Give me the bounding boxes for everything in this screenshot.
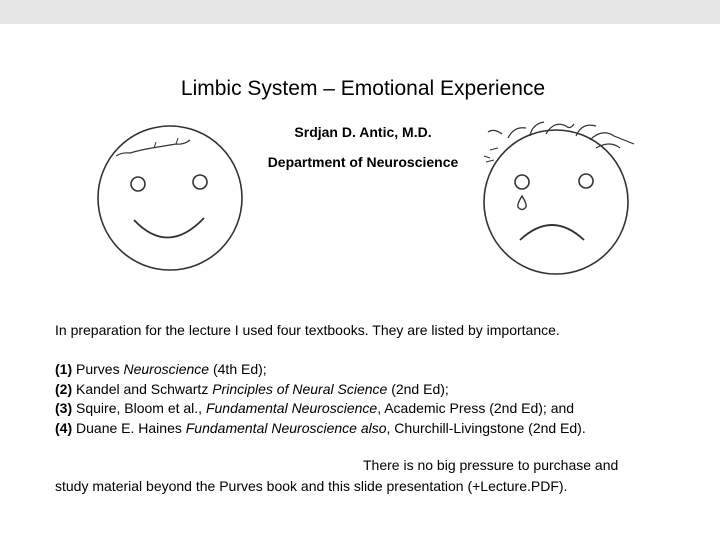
note-line-2: study material beyond the Purves book and this slide presentation (+Lecture.PDF).	[55, 478, 568, 494]
author-name: Srdjan D. Antic, M.D.	[294, 124, 432, 140]
reference-edition: , Churchill-Livingstone (2nd Ed).	[386, 419, 586, 436]
reference-number: (4)	[55, 419, 73, 436]
intro-text: In preparation for the lecture I used four textbooks. They are listed by importance.	[55, 322, 560, 338]
reference-author: Duane E. Haines	[72, 419, 186, 436]
reference-edition: (4th Ed);	[209, 361, 267, 377]
reference-item	[55, 380, 586, 400]
reference-title: Fundamental Neuroscience	[205, 400, 378, 416]
reference-item	[55, 399, 586, 419]
reference-author: Purves	[72, 361, 124, 377]
reference-title: Fundamental Neuroscience also	[185, 419, 387, 436]
reference-number: (1)	[55, 361, 73, 377]
slide-title: Limbic System – Emotional Experience	[180, 77, 546, 100]
reference-title: Neuroscience	[123, 361, 210, 377]
reference-number: (3)	[55, 400, 73, 416]
reference-list	[55, 360, 586, 438]
reference-number: (2)	[55, 380, 73, 397]
happy-face-icon	[94, 122, 246, 274]
note-line-1: There is no big pressure to purchase and	[363, 457, 619, 473]
sad-face-icon	[478, 118, 648, 278]
top-bar	[0, 0, 720, 24]
department-name: Department of Neuroscience	[267, 154, 459, 170]
reference-title: Principles of Neural Science	[212, 380, 388, 397]
reference-author: Squire, Bloom et al.,	[72, 400, 206, 416]
reference-item	[55, 360, 586, 380]
reference-edition: (2nd Ed);	[387, 380, 449, 397]
reference-item	[55, 419, 586, 439]
reference-author: Kandel and Schwartz	[72, 380, 213, 397]
reference-edition: , Academic Press (2nd Ed); and	[377, 400, 575, 416]
